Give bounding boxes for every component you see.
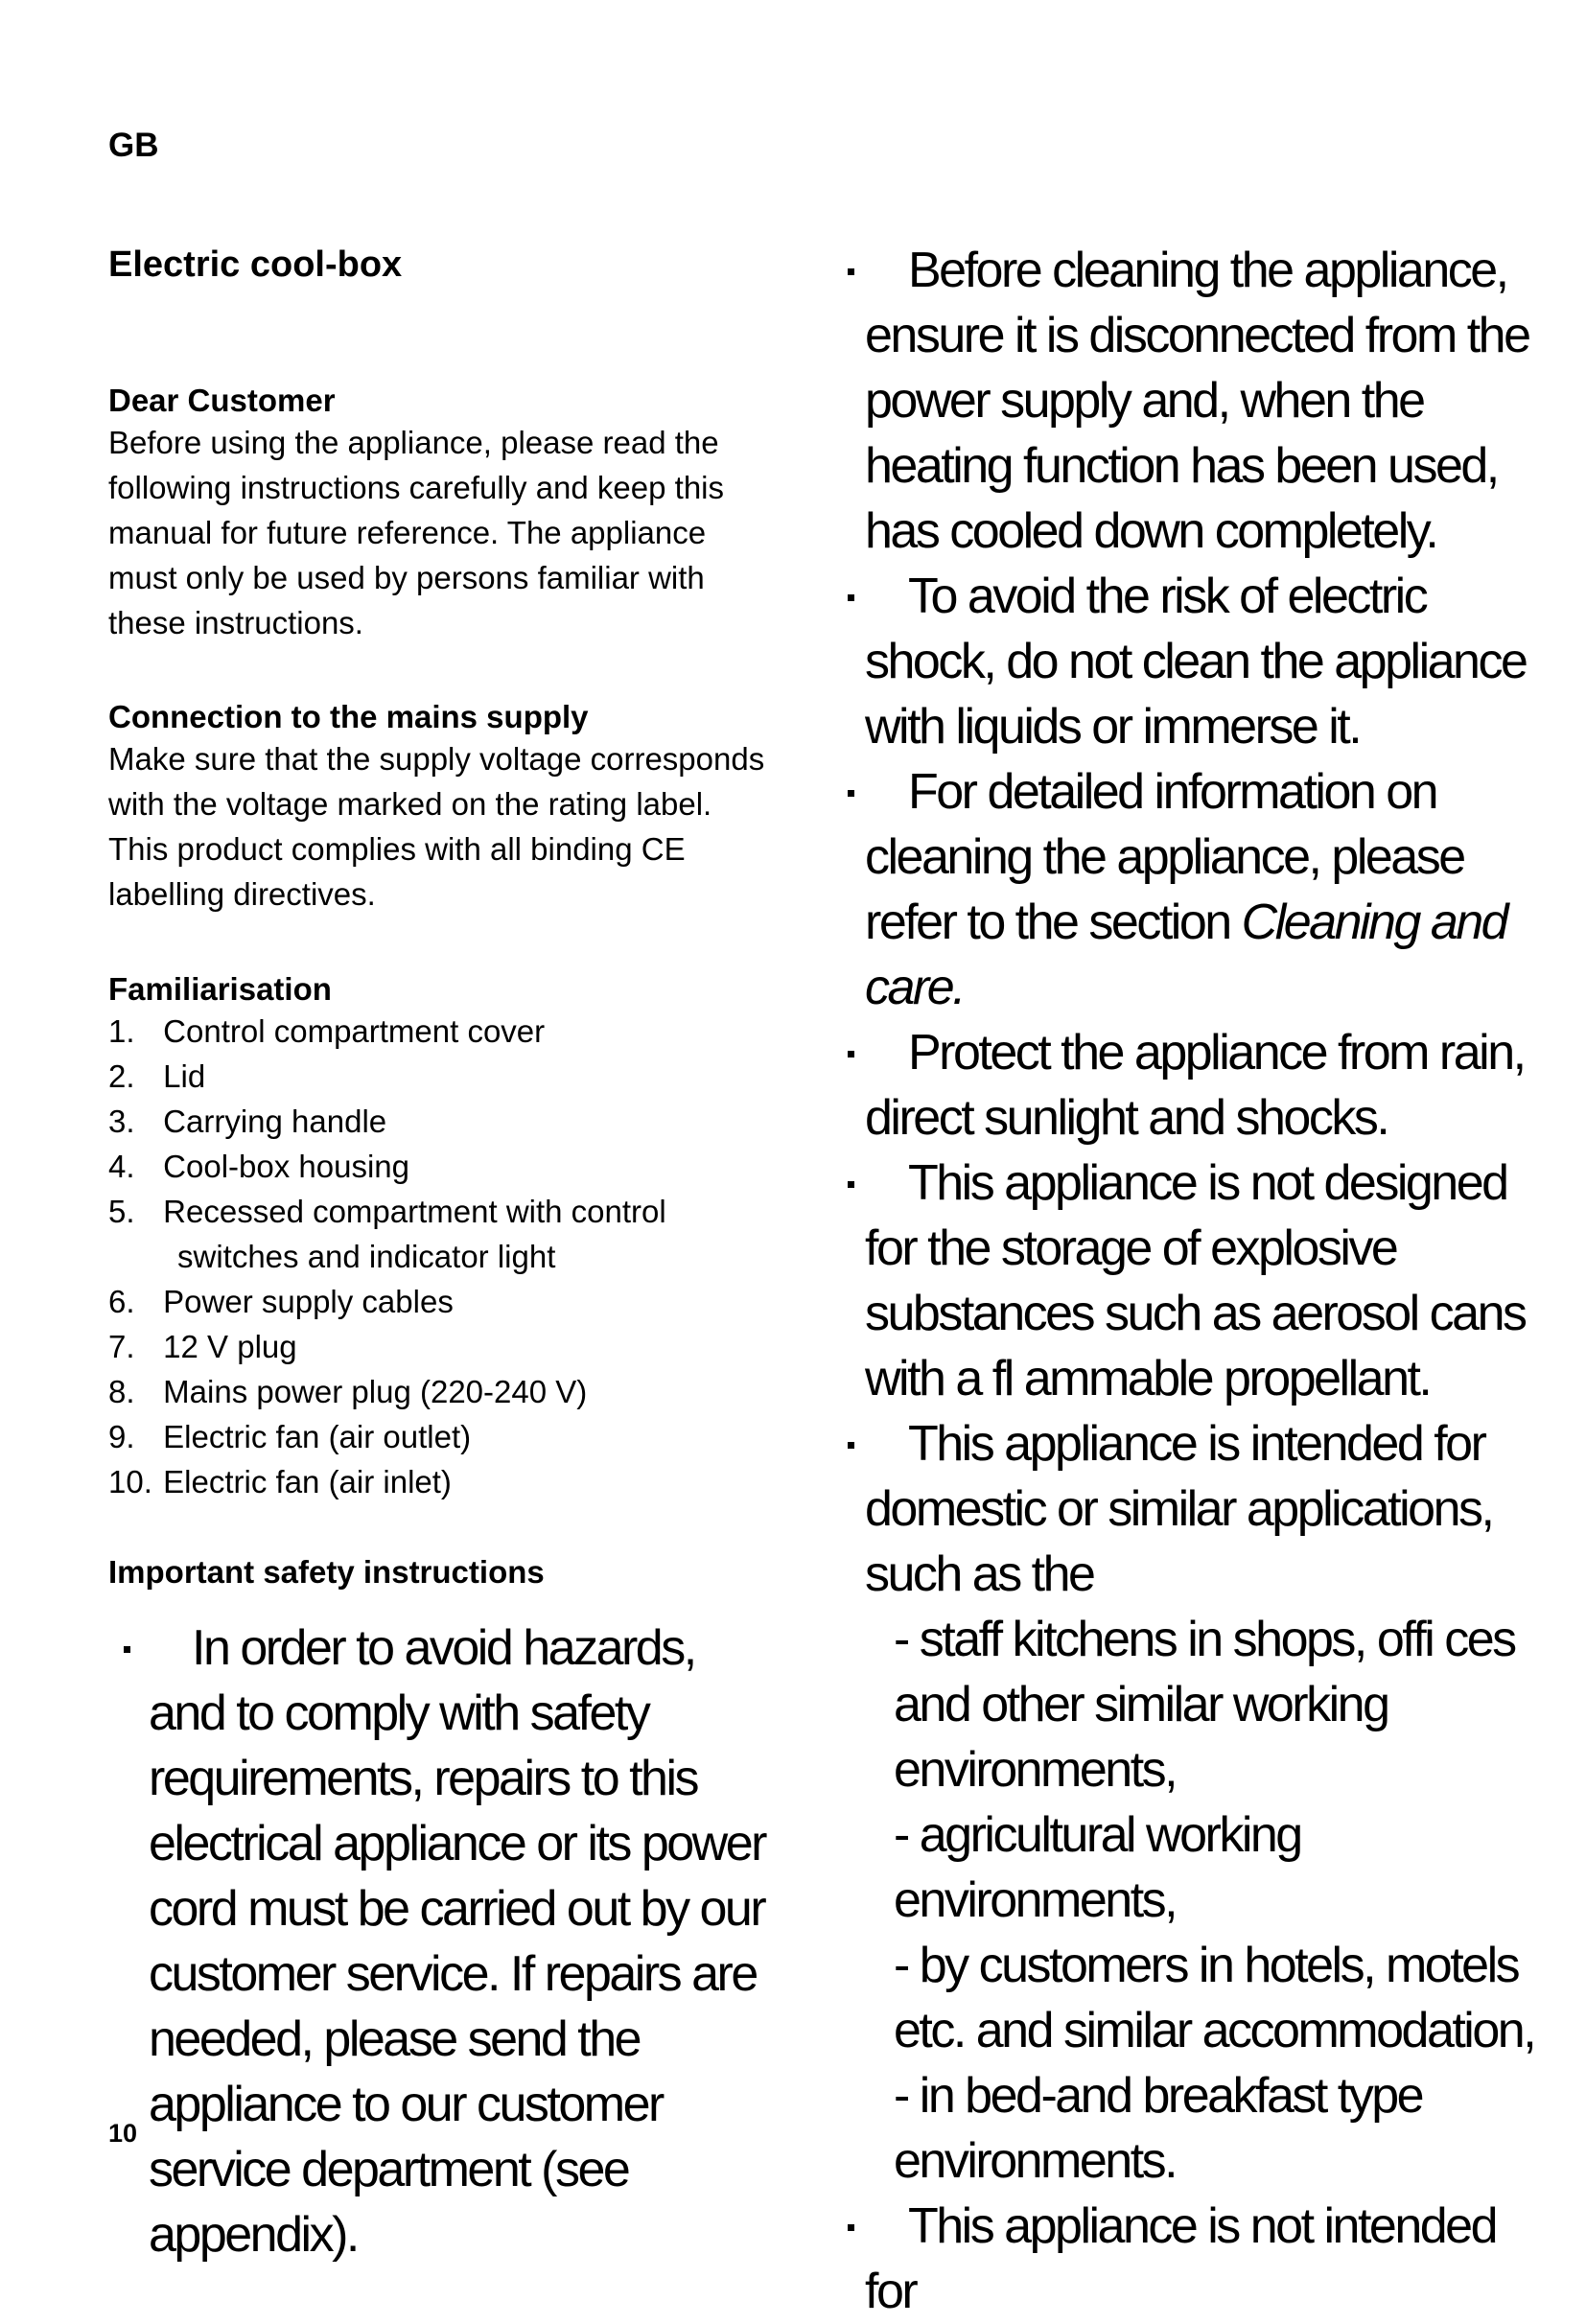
list-item: 9. Electric fan (air outlet) (108, 1418, 472, 1454)
safety-item: This appliance is not intended for (865, 2194, 1555, 2324)
bullet-icon (848, 594, 854, 601)
list-item: 7. 12 V plug (108, 1328, 297, 1364)
cleaning-reference: Cleaning and care. (865, 895, 1507, 1015)
application-item: - by customers in hotels, motels etc. and similar accommodation, (894, 1938, 1535, 2058)
bullet-icon (848, 2224, 854, 2231)
dear-customer-section (108, 382, 770, 645)
safety-item: Protect the appliance from rain, direct sunlight and shocks. (865, 1020, 1555, 1150)
safety-heading: Important safety instructions (108, 1554, 545, 1590)
application-item: - staff kitchens in shops, offi ces and other similar working environments, (894, 1612, 1515, 1798)
safety-item: For detailed information on cleaning the appliance, please refer to the section Cleaning and care. (865, 759, 1555, 1020)
bullet-icon (848, 1181, 854, 1188)
familiarisation-section (108, 970, 770, 1504)
mains-supply-section (108, 698, 770, 917)
page-number: 10 (108, 2119, 138, 2148)
safety-item: Before cleaning the appliance, ensure it is disconnected from the power supply and, when the heating function has been used, has cooled down completely. (865, 238, 1555, 564)
list-item: 1. Control compartment cover (108, 1012, 546, 1049)
safety-item: This appliance is intended for domestic or similar applications, such as the - staff kitchens in shops, offi ces and other similar working environments, - agricultural working environments, - by customers in hotels, motels etc. and similar accommodation, - in bed-and breakfast type environments. (865, 1411, 1555, 2194)
language-code: GB (108, 127, 159, 164)
safety-list-left (149, 1615, 781, 2267)
dear-customer-heading: Dear Customer (108, 383, 336, 418)
list-item: 2. Lid (108, 1057, 206, 1094)
application-item: - in bed-and breakfast type environments. (894, 2068, 1423, 2189)
bullet-icon (124, 1646, 130, 1653)
safety-item: In order to avoid hazards, and to comply with safety requirements, repairs to this electrical appliance or its power cord must be carried out by our customer service. If repairs are needed, please send the appliance to our customer service department (see appendix). (149, 1615, 781, 2267)
page-title: Electric cool-box (108, 244, 403, 285)
bullet-icon (848, 790, 854, 797)
mains-supply-text: Make sure that the supply voltage corresponds with the voltage marked on the rating label. This product complies with all binding CE labelling directives. (108, 740, 765, 912)
mains-supply-heading: Connection to the mains supply (108, 699, 589, 734)
list-item: 10. Electric fan (air inlet) (108, 1463, 452, 1499)
list-item: 6. Power supply cables (108, 1283, 454, 1319)
list-item: 5. Recessed compartment with control switches and indicator light (108, 1193, 666, 1274)
familiarisation-heading: Familiarisation (108, 971, 332, 1007)
list-item: 3. Carrying handle (108, 1103, 387, 1139)
safety-item: To avoid the risk of electric shock, do not clean the appliance with liquids or immerse it. (865, 564, 1555, 759)
bullet-icon (848, 268, 854, 275)
application-item: - agricultural working environments, (894, 1807, 1301, 1928)
safety-item: This appliance is not designed for the storage of explosive substances such as aerosol cans with a fl ammable propellant. (865, 1150, 1555, 1411)
safety-list-right (865, 238, 1555, 2324)
parts-list (108, 1009, 770, 1504)
list-item: 8. Mains power plug (220-240 V) (108, 1373, 588, 1409)
dear-customer-text: Before using the appliance, please read the following instructions carefully and keep this manual for future reference. The appliance must only be used by persons familiar with these instructions. (108, 424, 725, 640)
safety-section (108, 1553, 770, 1592)
applications-list (894, 1607, 1555, 2194)
list-item: 4. Cool-box housing (108, 1148, 410, 1184)
bullet-icon (848, 1442, 854, 1449)
bullet-icon (848, 1051, 854, 1057)
